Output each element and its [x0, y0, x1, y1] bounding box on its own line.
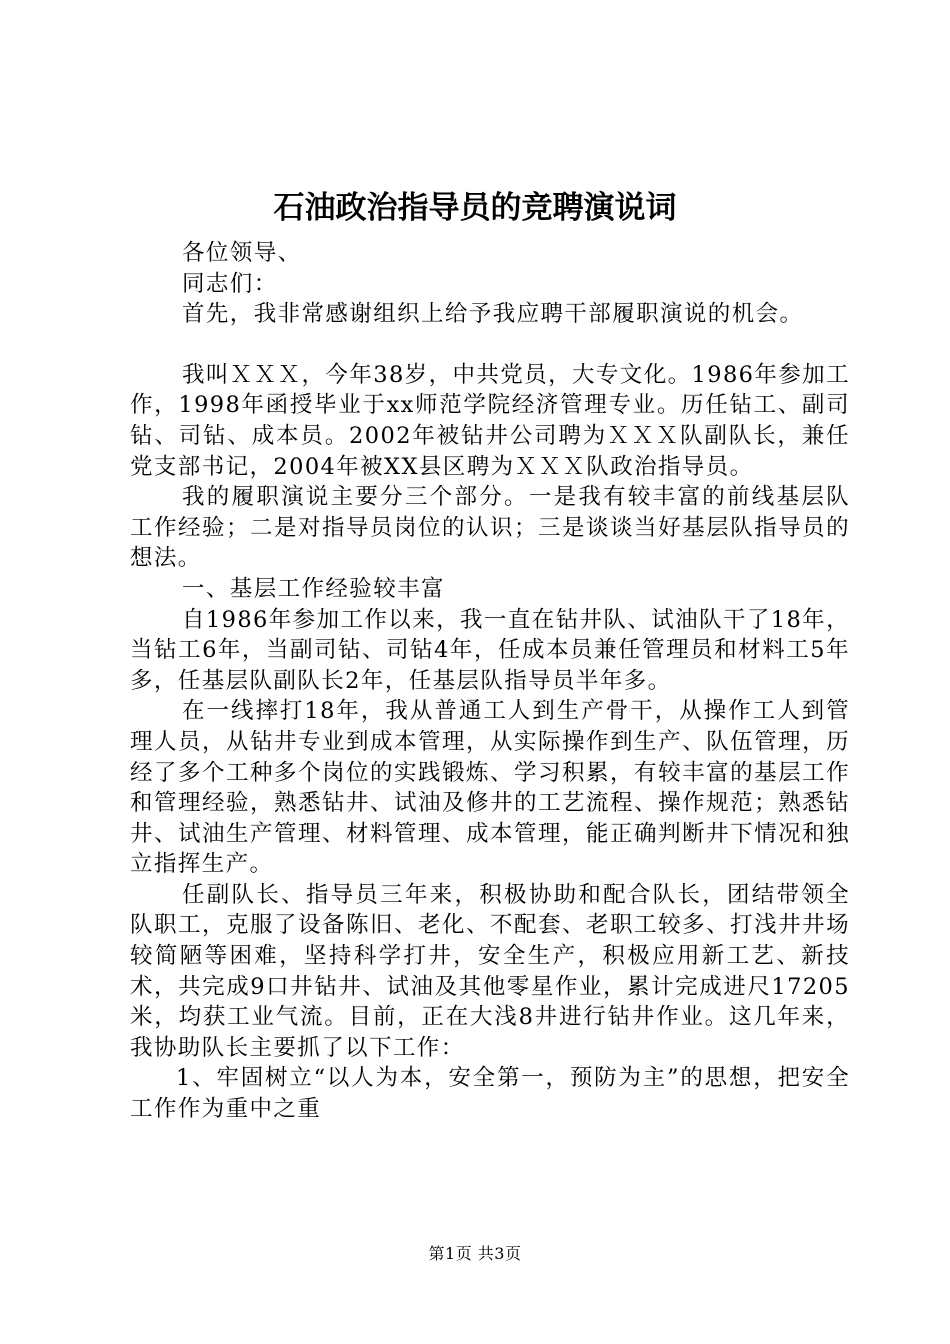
- work-history: 自1986年参加工作以来，我一直在钻井队、试油队干了18年，当钻工6年，当副司钻、司钻4年，任成本员兼任管理员和材料工5年多，任基层队副队长2年，任基层队指导员半年多。: [130, 606, 850, 694]
- document-title: 石油政治指导员的竞聘演说词: [273, 190, 677, 226]
- salutation-comrades: 同志们：: [182, 270, 278, 297]
- speech-outline: 我的履职演说主要分三个部分。一是我有较丰富的前线基层队工作经验；二是对指导员岗位的认识；三是谈谈当好基层队指导员的想法。: [130, 484, 850, 572]
- section-heading-1: 一、基层工作经验较丰富: [182, 575, 445, 602]
- opening-thanks: 首先，我非常感谢组织上给予我应聘干部履职演说的机会。: [182, 301, 804, 328]
- safety-item: 1、牢固树立“以人为本，安全第一，预防为主”的思想，把安全工作作为重中之重: [130, 1065, 850, 1123]
- self-introduction: 我叫ＸＸＸ，今年38岁，中共党员，大专文化。1986年参加工作，1998年函授毕业于xx师范学院经济管理专业。历任钻工、副司钻、司钻、成本员。2002年被钻井公司聘为ＸＸＸ队副队长，兼任党支部书记，2004年被XX县区聘为ＸＸＸ队政治指导员。: [130, 361, 850, 480]
- salutation-leaders: 各位领导、: [182, 240, 302, 266]
- page-number: 第1页 共3页: [428, 1244, 522, 1263]
- document-body: [130, 238, 850, 1125]
- achievements: 任副队长、指导员三年来，积极协助和配合队长，团结带领全队职工，克服了设备陈旧、老化、不配套、老职工较多、打浅井井场较简陋等困难，坚持科学打井，安全生产，积极应用新工艺、新技术，共完成9口井钻井、试油及其他零星作业，累计完成进尺17205米，均获工业气流。目前，正在大浅8井进行钻井作业。这几年来，我协助队长主要抓了以下工作：: [130, 881, 850, 1061]
- frontline-experience: 在一线摔打18年，我从普通工人到生产骨干，从操作工人到管理人员，从钻井专业到成本管理，从实际操作到生产、队伍管理，历经了多个工种多个岗位的实践锻炼、学习积累，有较丰富的基层工作和管理经验，熟悉钻井、试油及修井的工艺流程、操作规范；熟悉钻井、试油生产管理、材料管理、成本管理，能正确判断井下情况和独立指挥生产。: [130, 698, 850, 878]
